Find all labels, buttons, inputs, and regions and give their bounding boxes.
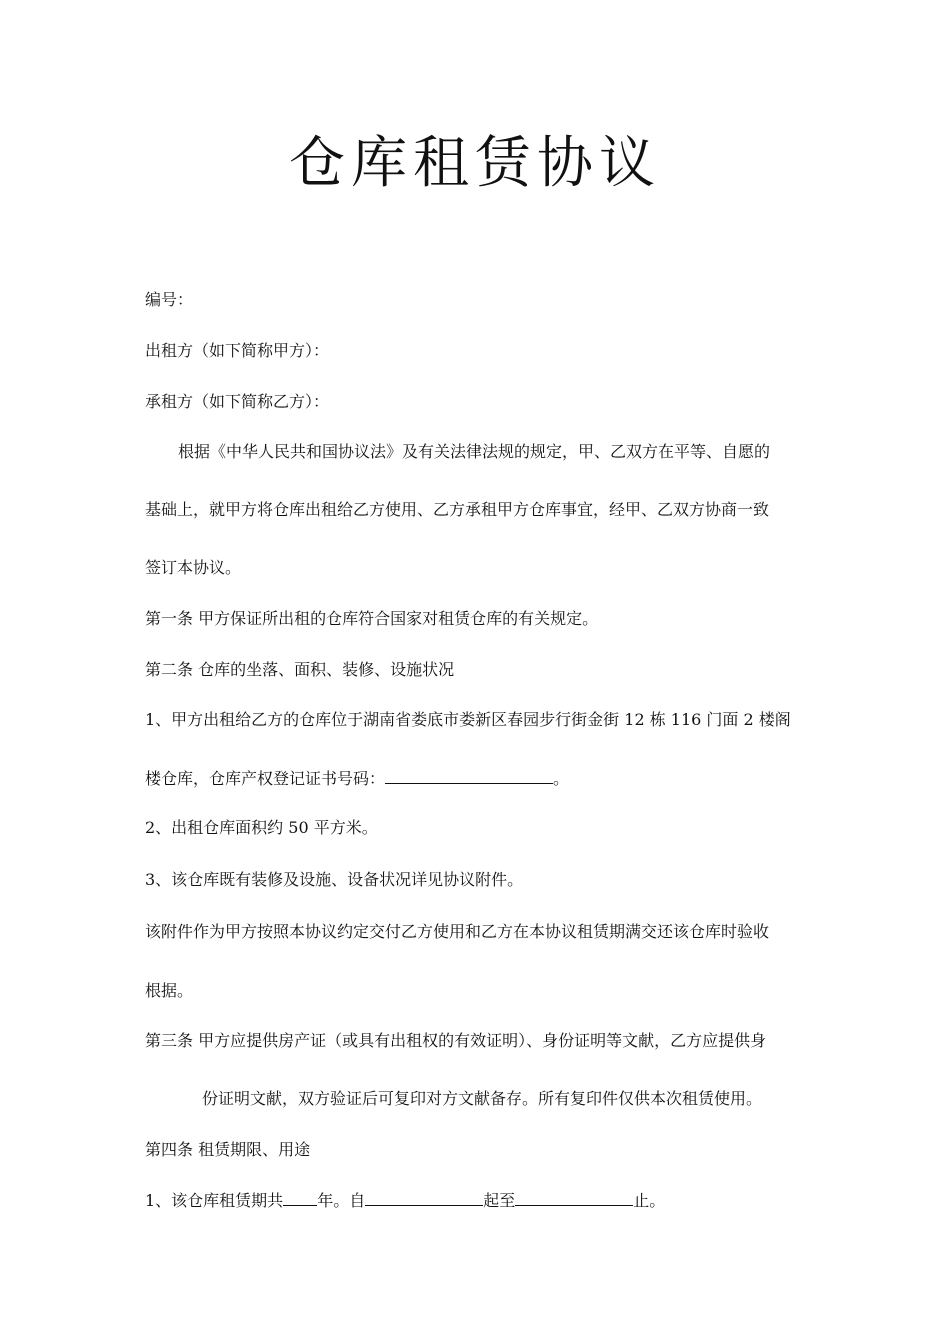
lessor-label: 出租方（如下简称甲方）：	[145, 341, 330, 360]
preamble-line-2: 基础上，就甲方将仓库出租给乙方使用、乙方承租甲方仓库事宜，经甲、乙双方协商一致	[145, 500, 770, 519]
document-title: 仓库租赁协议	[289, 131, 661, 196]
lease-from-label: 年。自	[317, 1191, 366, 1210]
article-2-note-line-1: 该附件作为甲方按照本协议约定交付乙方使用和乙方在本协议租赁期满交还该仓库时验收	[145, 922, 770, 941]
lessee-label: 承租方（如下简称乙方）：	[145, 392, 330, 411]
article-2-note-line-2: 根据。	[145, 981, 194, 1000]
article-1: 第一条 甲方保证所出租的仓库符合国家对租赁仓库的有关规定。	[145, 609, 599, 628]
article-4-item-1	[145, 1189, 665, 1212]
preamble-line-1: 根据《中华人民共和国协议法》及有关法律法规的规定，甲、乙双方在平等、自愿的	[178, 442, 771, 461]
property-cert-blank	[385, 767, 553, 784]
contract-number-label: 编号：	[145, 290, 194, 309]
article-2-heading: 第二条 仓库的坐落、面积、装修、设施状况	[145, 660, 455, 679]
lease-years-blank	[283, 1189, 317, 1206]
property-cert-period: 。	[553, 769, 570, 788]
lease-end-blank	[515, 1189, 633, 1206]
property-cert-label: 楼仓库，仓库产权登记证书号码：	[145, 769, 386, 788]
article-2-item-2: 2、出租仓库面积约 50 平方米。	[145, 818, 378, 837]
article-3-line-1: 第三条 甲方应提供房产证（或具有出租权的有效证明）、身份证明等文献，乙方应提供身	[145, 1031, 767, 1050]
lease-term-label: 1、该仓库租赁期共	[145, 1191, 284, 1210]
article-2-item-1-line-2	[145, 767, 569, 790]
lease-to-label: 起至	[483, 1191, 516, 1210]
preamble-line-3: 签订本协议。	[145, 558, 242, 577]
article-2-item-3: 3、该仓库既有装修及设施、设备状况详见协议附件。	[145, 870, 524, 889]
lease-end-label: 止。	[633, 1191, 666, 1210]
lease-start-blank	[365, 1189, 483, 1206]
article-3-line-2: 份证明文献，双方验证后可复印对方文献备存。所有复印件仅供本次租赁使用。	[202, 1089, 763, 1108]
article-2-item-1-line-1: 1、甲方出租给乙方的仓库位于湖南省娄底市娄新区春园步行街金街 12 栋 116 门面 2 楼阁	[145, 710, 791, 729]
article-4-heading: 第四条 租赁期限、用途	[145, 1140, 311, 1159]
